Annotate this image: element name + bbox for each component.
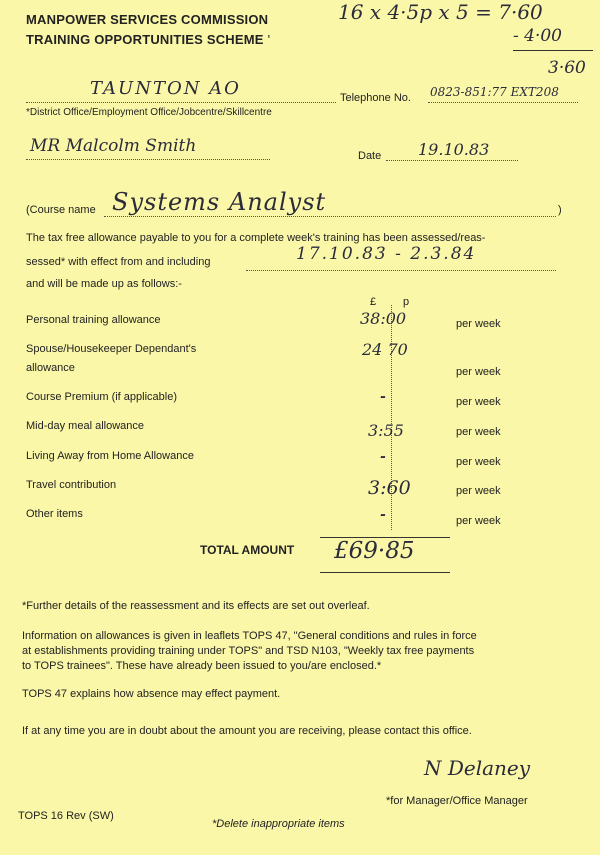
form-reference: TOPS 16 Rev (SW) (18, 810, 114, 822)
scheme-title-text: TRAINING OPPORTUNITIES SCHEME (26, 32, 264, 47)
note-further-details: *Further details of the reassessment and its effects are set out overleaf. (22, 600, 370, 612)
telephone-value: 0823-851:77 EXT208 (430, 85, 559, 99)
note-absence: TOPS 47 explains how absence may effect payment. (22, 688, 281, 700)
allowance-amount-spouse: 24 70 (362, 340, 408, 359)
course-open: (Course name (26, 204, 96, 216)
calc-line-3: 3·60 (548, 58, 586, 78)
note-info-2: at establishments providing training under TOPS" and TSD N103, "Weekly tax free payments (22, 645, 475, 657)
allowance-per-travel: per week (456, 485, 501, 497)
allowance-per-personal: per week (456, 318, 501, 330)
note-info-1: Information on allowances is given in leaflets TOPS 47, "General conditions and rules in force (22, 630, 477, 642)
allowance-label-spouse: Spouse/Housekeeper Dependant's (26, 343, 197, 355)
course-value: Systems Analyst (112, 188, 327, 216)
allowance-label-other: Other items (26, 508, 83, 520)
allowance-per-other: per week (456, 515, 501, 527)
date-value: 19.10.83 (418, 140, 490, 159)
allowance-label-spouse-2: allowance (26, 362, 75, 374)
pence-header: p (403, 296, 410, 308)
commission-title: MANPOWER SERVICES COMMISSION (26, 12, 269, 27)
allowance-label-living-away: Living Away from Home Allowance (26, 450, 194, 462)
period-value: 17.10.83 - 2.3.84 (296, 244, 477, 264)
signature-role: *for Manager/Office Manager (386, 795, 528, 807)
office-type-label: *District Office/Employment Office/Jobcentre/Skillcentre (26, 107, 272, 118)
allowance-label-travel: Travel contribution (26, 479, 117, 491)
total-value: £69·85 (334, 538, 415, 564)
pounds-header: £ (370, 296, 377, 308)
note-info-3: to TOPS trainees". These have already been issued to you/are enclosed.* (22, 660, 382, 672)
calc-line-1: 16 x 4·5p x 5 = 7·60 (338, 0, 543, 24)
calc-line-2: - 4·00 (513, 26, 562, 46)
office-name: TAUNTON AO (90, 78, 241, 99)
statement-line-2: sessed* with effect from and including (26, 256, 211, 268)
allowance-per-meal: per week (456, 426, 501, 438)
allowance-amount-other: - (380, 507, 386, 523)
date-label: Date (358, 150, 382, 162)
allowance-amount-living-away: - (380, 449, 386, 465)
allowance-amount-personal: 38:00 (360, 309, 407, 328)
statement-line-3: and will be made up as follows:- (26, 278, 182, 290)
signature: N Delaney (424, 756, 531, 780)
allowance-amount-travel: 3:60 (368, 477, 411, 499)
course-close: ) (558, 204, 562, 216)
statement-line-1: The tax free allowance payable to you for a complete week's training has been assessed/reas- (26, 232, 486, 244)
calc-rule (513, 50, 593, 51)
scheme-mark: ' (267, 32, 271, 47)
allowance-amount-meal: 3:55 (368, 421, 404, 440)
allowance-label-meal: Mid-day meal allowance (26, 420, 144, 432)
delete-note: *Delete inappropriate items (212, 818, 345, 830)
allowance-per-course-premium: per week (456, 396, 501, 408)
trainee-name: MR Malcolm Smith (30, 136, 197, 156)
total-label: TOTAL AMOUNT (200, 543, 295, 557)
note-contact: If at any time you are in doubt about the amount you are receiving, please contact this office. (22, 725, 472, 737)
allowance-per-living-away: per week (456, 456, 501, 468)
allowance-label-course-premium: Course Premium (if applicable) (26, 391, 177, 403)
allowance-amount-course-premium: - (380, 389, 386, 405)
allowance-per-spouse: per week (456, 366, 501, 378)
scheme-title (26, 32, 270, 47)
telephone-label: Telephone No. (340, 92, 411, 104)
allowance-label-personal: Personal training allowance (26, 314, 161, 326)
